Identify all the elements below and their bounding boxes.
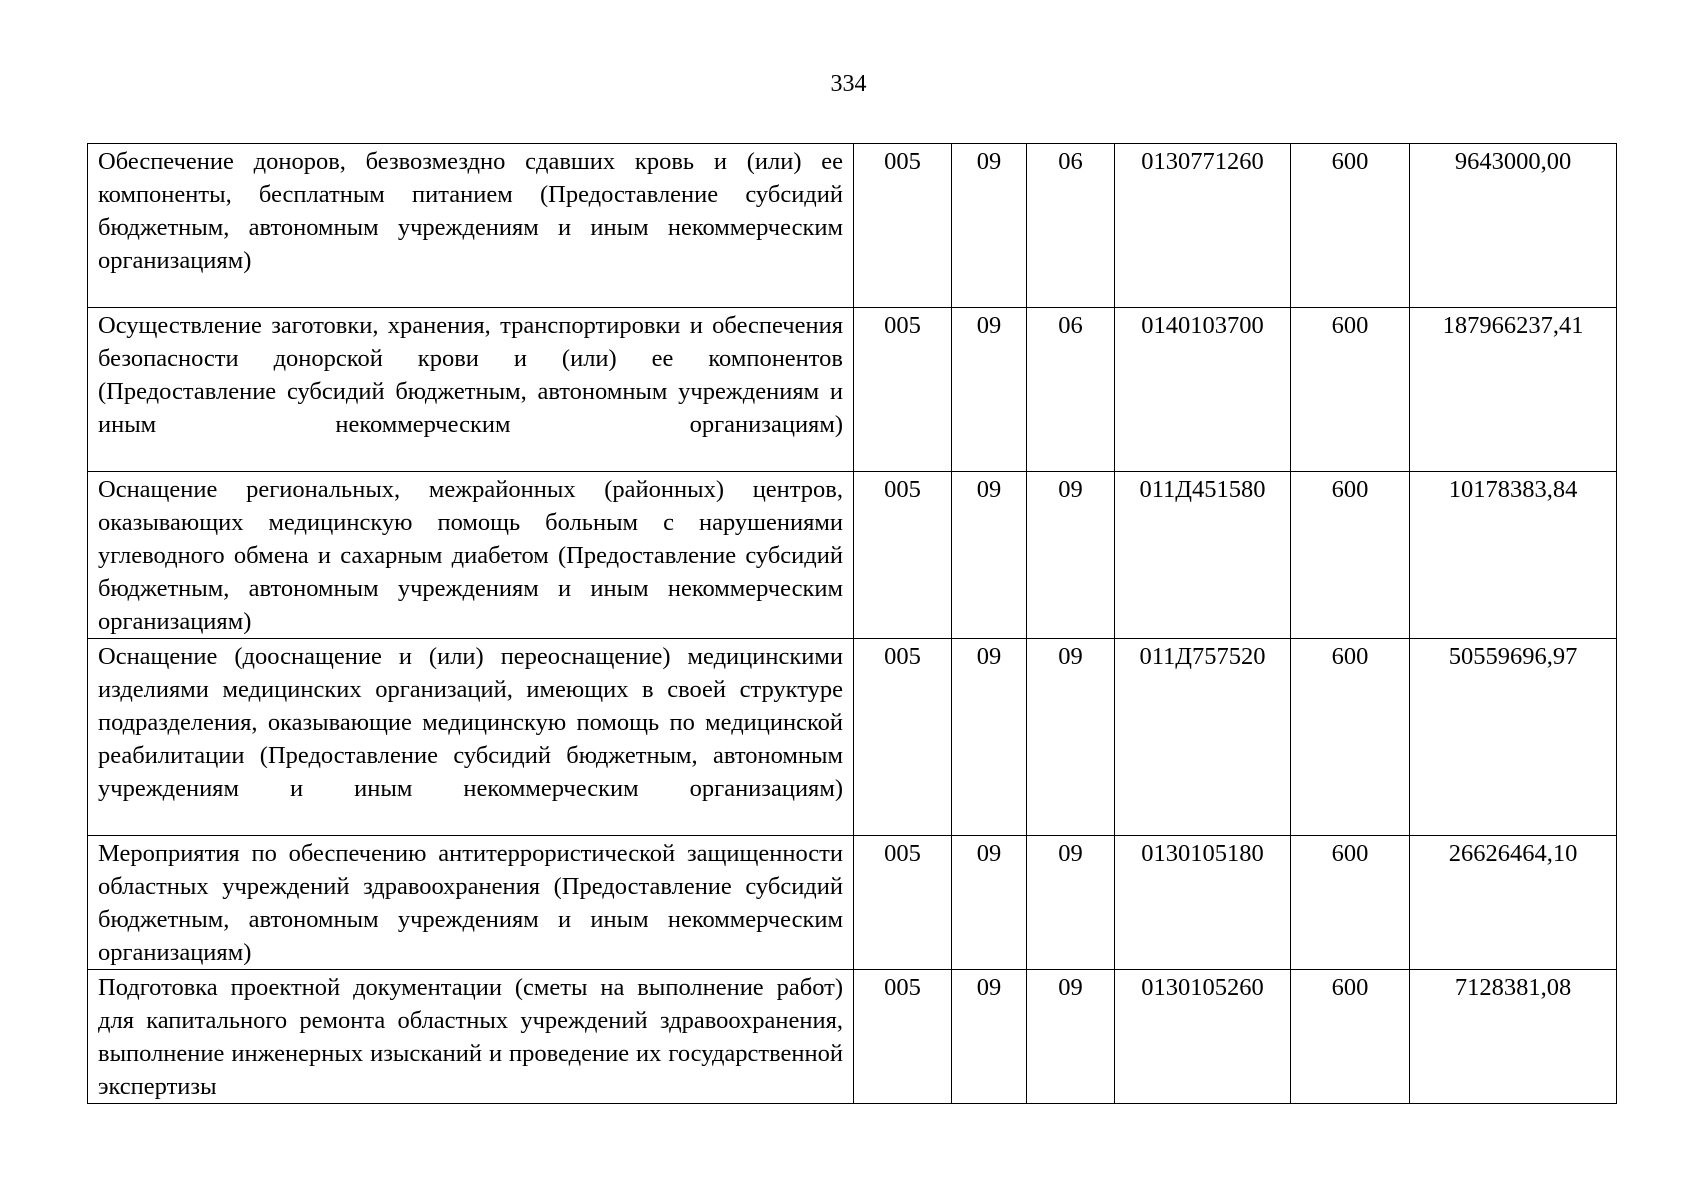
target-article-code: 011Д757520 xyxy=(1115,639,1291,836)
row-description: Оснащение (дооснащение и (или) переоснащение) медицинскими изделиями медицинских организаций, имеющих в своей структуре подразделения, оказывающие медицинскую помощь по медицинской реабилитации (Предоставление субсидий бюджетным, автономным учреждениям и иным некоммерческим организациям) xyxy=(88,639,854,836)
table-row xyxy=(88,472,1617,639)
expense-type-code: 600 xyxy=(1291,308,1410,472)
amount: 187966237,41 xyxy=(1410,308,1617,472)
amount: 26626464,10 xyxy=(1410,836,1617,970)
ministry-code: 005 xyxy=(854,970,952,1104)
amount: 9643000,00 xyxy=(1410,144,1617,308)
ministry-code: 005 xyxy=(854,836,952,970)
expense-type-code: 600 xyxy=(1291,472,1410,639)
row-description: Осуществление заготовки, хранения, транспортировки и обеспечения безопасности донорской крови и (или) ее компонентов (Предоставление субсидий бюджетным, автономным учреждениям и иным некоммерческим организациям) xyxy=(88,308,854,472)
ministry-code: 005 xyxy=(854,308,952,472)
budget-table xyxy=(87,143,1617,1104)
table-row xyxy=(88,639,1617,836)
target-article-code: 0130105180 xyxy=(1115,836,1291,970)
table-row xyxy=(88,836,1617,970)
page-number: 334 xyxy=(830,71,867,97)
target-article-code: 0130105260 xyxy=(1115,970,1291,1104)
row-description: Обеспечение доноров, безвозмездно сдавших кровь и (или) ее компоненты, бесплатным питанием (Предоставление субсидий бюджетным, автономным учреждениям и иным некоммерческим организациям) xyxy=(88,144,854,308)
table-row xyxy=(88,970,1617,1104)
section-code: 09 xyxy=(952,144,1027,308)
row-description: Подготовка проектной документации (сметы на выполнение работ) для капитального ремонта областных учреждений здравоохранения, выполнение инженерных изысканий и проведение их государственной экспертизы xyxy=(88,970,854,1104)
amount: 50559696,97 xyxy=(1410,639,1617,836)
amount: 10178383,84 xyxy=(1410,472,1617,639)
table-row xyxy=(88,144,1617,308)
section-code: 09 xyxy=(952,639,1027,836)
subsection-code: 09 xyxy=(1027,836,1115,970)
subsection-code: 09 xyxy=(1027,639,1115,836)
subsection-code: 09 xyxy=(1027,472,1115,639)
section-code: 09 xyxy=(952,970,1027,1104)
ministry-code: 005 xyxy=(854,472,952,639)
amount: 7128381,08 xyxy=(1410,970,1617,1104)
section-code: 09 xyxy=(952,308,1027,472)
ministry-code: 005 xyxy=(854,144,952,308)
expense-type-code: 600 xyxy=(1291,639,1410,836)
subsection-code: 06 xyxy=(1027,144,1115,308)
section-code: 09 xyxy=(952,836,1027,970)
target-article-code: 0130771260 xyxy=(1115,144,1291,308)
row-description: Мероприятия по обеспечению антитеррористической защищенности областных учреждений здравоохранения (Предоставление субсидий бюджетным, автономным учреждениям и иным некоммерческим организациям) xyxy=(88,836,854,970)
subsection-code: 06 xyxy=(1027,308,1115,472)
expense-type-code: 600 xyxy=(1291,836,1410,970)
section-code: 09 xyxy=(952,472,1027,639)
target-article-code: 0140103700 xyxy=(1115,308,1291,472)
ministry-code: 005 xyxy=(854,639,952,836)
subsection-code: 09 xyxy=(1027,970,1115,1104)
table-row xyxy=(88,308,1617,472)
expense-type-code: 600 xyxy=(1291,970,1410,1104)
expense-type-code: 600 xyxy=(1291,144,1410,308)
row-description: Оснащение региональных, межрайонных (районных) центров, оказывающих медицинскую помощь больным с нарушениями углеводного обмена и сахарным диабетом (Предоставление субсидий бюджетным, автономным учреждениям и иным некоммерческим организациям) xyxy=(88,472,854,639)
target-article-code: 011Д451580 xyxy=(1115,472,1291,639)
